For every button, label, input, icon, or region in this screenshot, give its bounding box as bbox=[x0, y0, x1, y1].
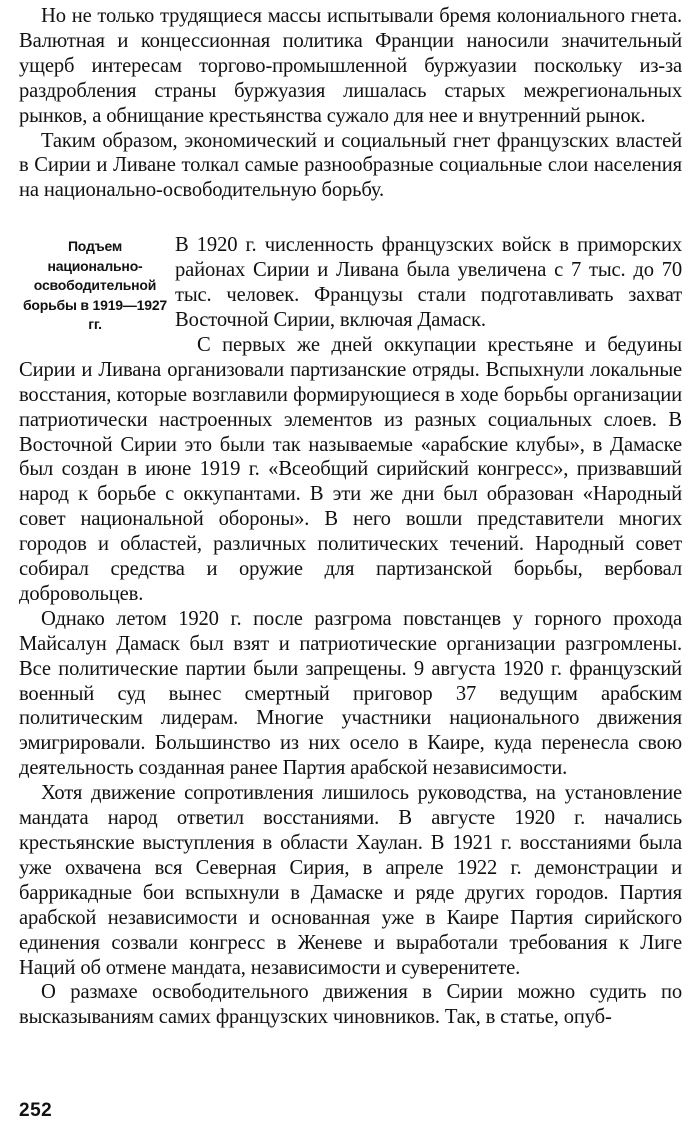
margin-heading: Подъем национально-освободительной борьбы в 1919—1927 гг. bbox=[22, 238, 168, 333]
section-paragraph: Хотя движение сопротивления лишилось руководства, на установление мандата народ ответил восстаниями. В августе 1920 г. начались крестьянские выступления в области Хаулан. В 1921 г. восстаниями была уже охвачена вся Северная Сирия, в апреле 1922 г. демонстрации и баррикадные бои вспыхнули в Дамаске и ряде других городов. Партия арабской независимости и основанная уже в Каире Партия сирийского единения созвали конгресс в Женеве и выработали требования к Лиге Наций об отмене мандата, независимости и суверенитете. bbox=[19, 782, 682, 979]
section-paragraph: С первых же дней оккупации крестьяне и бедуины Сирии и Ливана организовали партизанские отряды. Вспыхнули локальные восстания, которые возглавили формирующиеся в ходе борьбы организации патриотически настроенных элементов из разных социальных слоев. В Восточной Сирии это были так называемые «арабские клубы», в Дамаске был создан в июне 1919 г. «Всеобщий сирийский конгресс», призвавший народ к борьбе с оккупантами. В эти же дни был образован «Народный совет национальной обороны». В него вошли представители многих городов и областей, различных политических течений. Народный совет собирал средства и оружие для партизанской борьбы, вербовал добровольцев. bbox=[19, 333, 682, 605]
page-number: 252 bbox=[19, 1100, 53, 1121]
section-gap bbox=[19, 203, 682, 233]
section-paragraph: В 1920 г. численность французских войск в приморских районах Сирии и Ливана была увеличена с 7 тыс. до 70 тыс. человек. Французы стали подготавливать захват Восточной Сирии, включая Дамаск. bbox=[175, 234, 682, 331]
section-paragraph: Однако летом 1920 г. после разгрома повстанцев у горного прохода Майсалун Дамаск был взят и патриотические организации разгромлены. Все политические партии были запрещены. 9 августа 1920 г. французский военный суд вынес смертный приговор 37 ведущим арабским политическим лидерам. Многие участники национального движения эмигрировали. Большинство из них осело в Каире, куда перенесла свою деятельность созданная ранее Партия арабской независимости. bbox=[19, 607, 682, 780]
page-body bbox=[19, 4, 682, 1030]
intro-paragraph: Таким образом, экономический и социальный гнет французских властей в Сирии и Ливане толкал самые разнообразные социальные слои населения на национально-освободительную борьбу. bbox=[19, 129, 682, 202]
intro-paragraph: Но не только трудящиеся массы испытывали бремя колониального гнета. Валютная и концессионная политика Франции наносили значительный ущерб интересам торгово-промышленной буржуазии поскольку из-за раздробления страны буржуазия лишалась старых межрегиональных рынков, а обнищание крестьянства сужало для нее и внутренний рынок. bbox=[19, 5, 682, 127]
section-paragraph: О размахе освободительного движения в Сирии можно судить по высказываниям самих французских чиновников. Так, в статье, опуб- bbox=[19, 981, 682, 1029]
